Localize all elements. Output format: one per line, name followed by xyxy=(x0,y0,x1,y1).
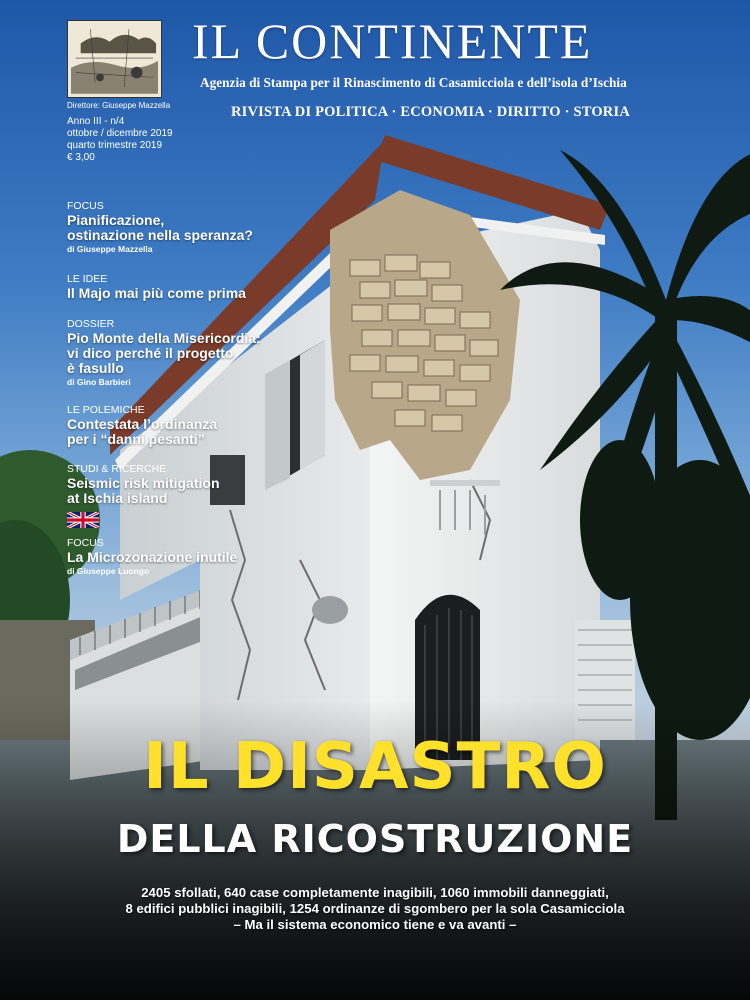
toc-headline: Seismic risk mitigation xyxy=(67,475,220,491)
toc-category: FOCUS xyxy=(67,200,104,212)
toc-headline: Contestata l’ordinanza xyxy=(67,416,218,432)
toc-author: di Gino Barbieri xyxy=(67,377,131,387)
toc-item[interactable] xyxy=(67,318,261,389)
toc-headline: Pianificazione, xyxy=(67,212,165,228)
issue-period: ottobre / dicembre 2019 xyxy=(67,128,173,139)
toc-category: LE IDEE xyxy=(67,273,108,285)
summary-line: 2405 sfollati, 640 case completamente inagibili, 1060 immobili danneggiati, xyxy=(141,885,609,900)
toc-headline: per i “danni pesanti” xyxy=(67,431,205,447)
toc-item[interactable] xyxy=(67,463,220,528)
toc-author: di Giuseppe Mazzella xyxy=(67,244,153,254)
issue-info xyxy=(67,116,173,164)
magazine-subtitle: Agenzia di Stampa per il Rinascimento di Casamicciola e dell’isola d’Ischia xyxy=(200,75,627,90)
magazine-rubric: RIVISTA DI POLITICA · ECONOMIA · DIRITTO · STORIA xyxy=(231,104,630,120)
magazine-title: IL CONTINENTE xyxy=(192,13,593,69)
toc-item[interactable] xyxy=(67,537,237,578)
logo-engraving-icon xyxy=(71,24,158,94)
toc-headline: at Ischia island xyxy=(67,490,168,506)
toc-category: STUDI & RICERCHE xyxy=(67,463,167,475)
toc-headline: ostinazione nella speranza? xyxy=(67,227,253,243)
toc-headline: Il Majo mai più come prima xyxy=(67,285,246,301)
toc-headline: vi dico perché il progetto xyxy=(67,345,234,361)
toc-headline: Pio Monte della Misericordia: xyxy=(67,330,261,346)
cover-headline: IL DISASTRO xyxy=(143,730,607,804)
summary-line: 8 edifici pubblici inagibili, 1254 ordinanze di sgombero per la sola Casamicciola xyxy=(125,901,625,916)
issue-quarter: quarto trimestre 2019 xyxy=(67,140,163,151)
toc-category: FOCUS xyxy=(67,537,104,549)
toc-category: DOSSIER xyxy=(67,318,115,330)
director-credit: Direttore: Giuseppe Mazzella xyxy=(67,101,171,110)
cover-summary xyxy=(0,885,750,933)
toc-author: di Giuseppe Luongo xyxy=(67,566,150,576)
uk-flag-icon xyxy=(67,512,99,528)
cover-subheadline: DELLA RICOSTRUZIONE xyxy=(116,817,634,861)
issue-number: Anno III - n/4 xyxy=(67,116,125,127)
toc-headline: è fasullo xyxy=(67,360,124,376)
toc-item[interactable] xyxy=(67,200,253,256)
summary-line: – Ma il sistema economico tiene e va avanti – xyxy=(233,917,517,932)
toc-item[interactable] xyxy=(67,273,246,301)
toc-headline: La Microzonazione inutile xyxy=(67,549,238,565)
toc-category: LE POLEMICHE xyxy=(67,404,145,416)
logo-engraving xyxy=(67,20,162,98)
toc-item[interactable] xyxy=(67,404,217,447)
issue-price: € 3,00 xyxy=(67,152,95,163)
